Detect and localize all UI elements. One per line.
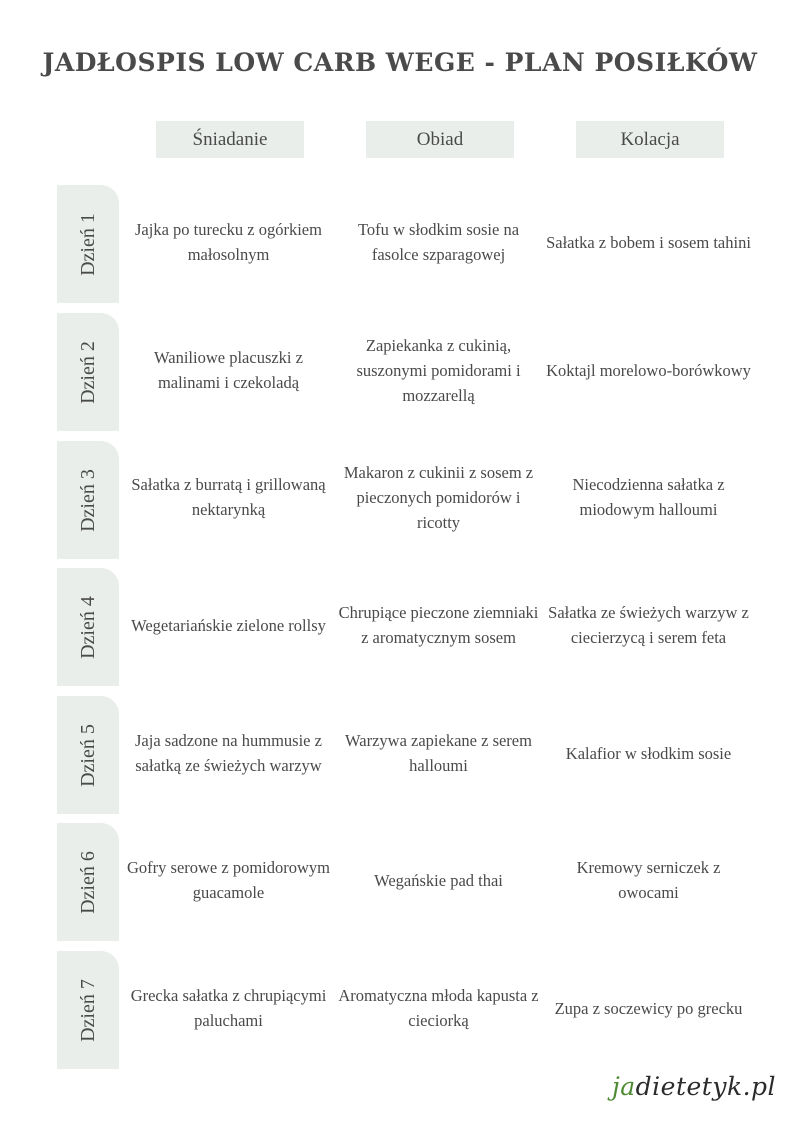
meal-cell-day6-breakfast: Gofry serowe z pomidorowym guacamole xyxy=(127,858,330,902)
meal-cell-day2-breakfast: Waniliowe placuszki z malinami i czekoladą xyxy=(154,348,303,392)
logo-rest: dietetyk.pl xyxy=(635,1072,777,1101)
meal-cell-day1-dinner: Sałatka z bobem i sosem tahini xyxy=(546,232,751,252)
meal-cell-day2-lunch: Zapiekanka z cukinią, suszonymi pomidorami i mozzarellą xyxy=(356,335,521,405)
meal-cell-day3-breakfast: Sałatka z burratą i grillowaną nektarynką xyxy=(131,475,326,519)
day-tab-7 xyxy=(57,951,119,1069)
meal-cell-day2-dinner: Koktajl morelowo-borówkowy xyxy=(546,360,751,380)
meal-cell-day5-breakfast: Jaja sadzone na hummusie z sałatką ze świeżych warzyw xyxy=(135,731,322,775)
day-label: Dzień 4 xyxy=(76,595,99,659)
day-label: Dzień 6 xyxy=(76,850,99,914)
day-label: Dzień 2 xyxy=(76,340,99,404)
day-label: Dzień 7 xyxy=(76,978,99,1042)
meal-cell-day4-breakfast: Wegetariańskie zielone rollsy xyxy=(131,615,326,635)
day-label: Dzień 3 xyxy=(76,468,99,532)
day-tab-1 xyxy=(57,185,119,303)
meal-cell-day6-dinner: Kremowy serniczek z owocami xyxy=(576,858,721,902)
day-tab-2 xyxy=(57,313,119,431)
meal-cell-day7-lunch: Aromatyczna młoda kapusta z cieciorką xyxy=(338,986,539,1030)
page-title: JADŁOSPIS LOW CARB WEGE - PLAN POSIŁKÓW xyxy=(42,48,758,77)
logo-accent: ja xyxy=(612,1072,636,1101)
meal-cell-day5-lunch: Warzywa zapiekane z serem halloumi xyxy=(345,731,532,775)
meal-cell-day6-lunch: Wegańskie pad thai xyxy=(374,870,503,890)
day-tab-3 xyxy=(57,441,119,559)
meal-cell-day3-dinner: Niecodzienna sałatka z miodowym halloumi xyxy=(572,475,725,519)
meal-cell-day4-lunch: Chrupiące pieczone ziemniaki z aromatycznym sosem xyxy=(338,603,539,647)
day-tab-5 xyxy=(57,696,119,814)
column-header-lunch: Obiad xyxy=(366,121,514,158)
column-header-breakfast: Śniadanie xyxy=(156,121,304,158)
column-header-dinner: Kolacja xyxy=(576,121,724,158)
day-tab-4 xyxy=(57,568,119,686)
day-label: Dzień 1 xyxy=(76,212,99,276)
day-tab-6 xyxy=(57,823,119,941)
meal-cell-day3-lunch: Makaron z cukinii z sosem z pieczonych pomidorów i ricotty xyxy=(343,462,534,532)
meal-cell-day5-dinner: Kalafior w słodkim sosie xyxy=(565,743,732,763)
day-label: Dzień 5 xyxy=(76,723,99,787)
meal-cell-day1-breakfast: Jajka po turecku z ogórkiem małosolnym xyxy=(135,220,322,264)
meal-cell-day1-lunch: Tofu w słodkim sosie na fasolce szparagowej xyxy=(357,220,520,264)
meal-cell-day7-dinner: Zupa z soczewicy po grecku xyxy=(554,998,743,1018)
brand-logo xyxy=(612,1072,776,1101)
meal-cell-day7-breakfast: Grecka sałatka z chrupiącymi paluchami xyxy=(130,986,327,1030)
meal-cell-day4-dinner: Sałatka ze świeżych warzyw z ciecierzycą i serem feta xyxy=(548,603,749,647)
